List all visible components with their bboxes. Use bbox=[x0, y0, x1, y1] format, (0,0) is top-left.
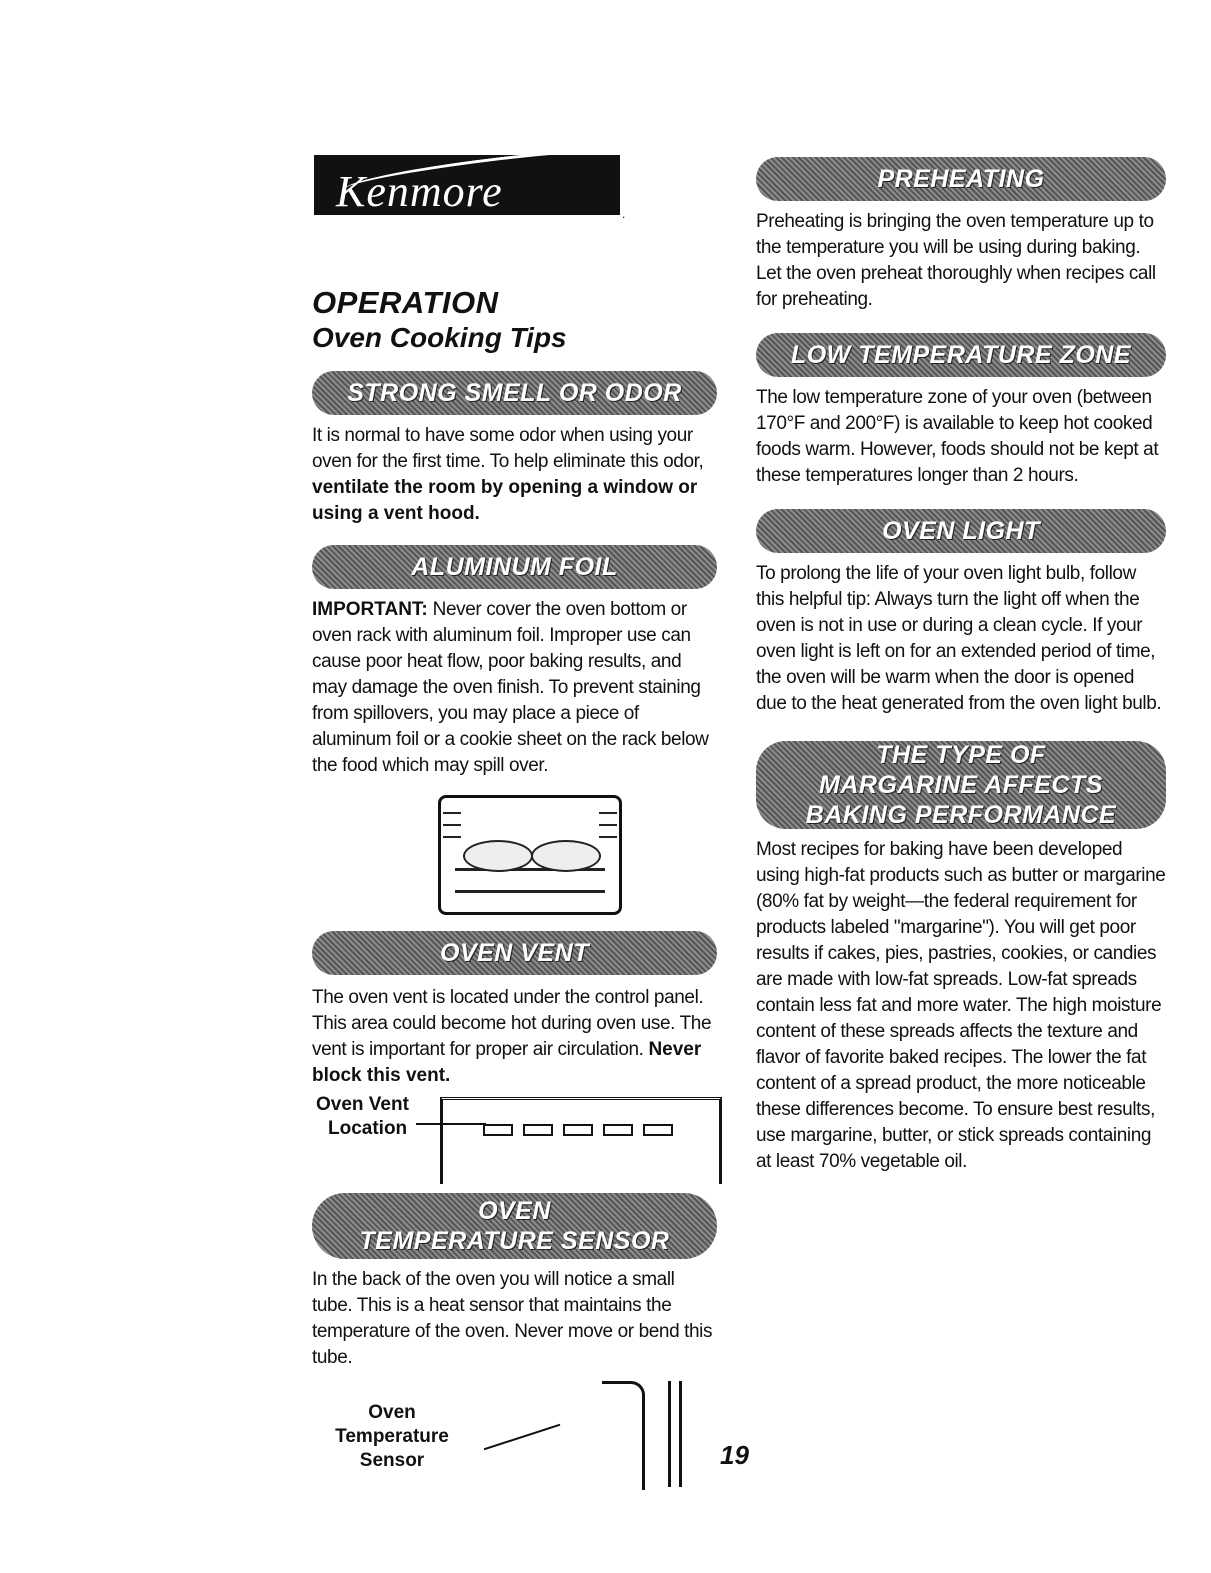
left-column: Kenmore . OPERATION Oven Cooking Tips STRONG SMELL OR ODOR It is normal to have some odor when using your oven for the first time. To help eliminate this odor, ventilate the room by opening a window or using a vent hood. ALUMINUM FOIL IMPORTANT: Never cover the oven bottom or oven rack with aluminum foil. Improper use can cause poor heat flow, poor baking results, and may damage the oven finish. To prevent staining from spillovers, you may place a piece of aluminum foil or a cookie sheet on the rack below the food which may spill over. OVEN VENT The oven vent is located under the control panel. This area could become hot during oven use. The vent is important for proper air circulation. Never block this vent. Oven Vent Location OVEN TEMPERATURE SENSOR In the back of the oven you will notice a small tube. This is a heat sensor that maintains the temperature of the oven. Never move or bend this tube. Oven Temperature Sensor bbox=[312, 155, 717, 1491]
margarine-text: Most recipes for baking have been developed using high-fat products such as butter or margarine (80% fat by weight—the federal requirement for products labeled "margarine"). You will get poor results if cakes, pies, pastries, cookies, or candies are made with low-fat spreads. Low-fat spreads contain less fat and more water. The high moisture content of these spreads affects the texture and flavor of favorite baked recipes. The lower the fat content of a spread product, the more noticeable these differences become. To ensure best results, use margarine, butter, or stick spreads containing at least 70% vegetable oil. bbox=[756, 839, 1166, 1172]
preheating-title: PREHEATING bbox=[877, 165, 1045, 193]
temperature-sensor-banner bbox=[312, 1193, 717, 1259]
oven-foil-illustration bbox=[438, 795, 622, 915]
kenmore-logo bbox=[314, 155, 620, 215]
low-temperature-zone-title: LOW TEMPERATURE ZONE bbox=[790, 341, 1132, 369]
oven-vent-warning: Never block this vent. bbox=[312, 1039, 702, 1086]
oven-vent-banner bbox=[312, 931, 717, 975]
aluminum-foil-title: ALUMINUM FOIL bbox=[411, 553, 618, 581]
strong-smell-title: STRONG SMELL OR ODOR bbox=[347, 379, 682, 407]
preheating-banner bbox=[756, 157, 1166, 201]
oven-light-text: To prolong the life of your oven light bulb, follow this helpful tip: Always turn the light off when the oven is not in use or during a clean cycle. If your oven light is left on for an extended period of time, the oven will be warm when the door is opened due to the heat generated from the oven light bulb. bbox=[756, 563, 1162, 714]
section-heading: OPERATION bbox=[312, 285, 499, 320]
temperature-sensor-illustration bbox=[312, 1381, 717, 1491]
page-number: 19 bbox=[720, 1440, 749, 1470]
temperature-sensor-label: Oven Temperature Sensor bbox=[335, 1402, 449, 1471]
low-temperature-zone-text: The low temperature zone of your oven (between 170°F and 200°F) is available to keep hot cooked foods warm. However, foods should not be kept at these temperatures longer than 2 hours. bbox=[756, 387, 1159, 486]
margarine-banner bbox=[756, 741, 1166, 829]
aluminum-foil-banner bbox=[312, 545, 717, 589]
logo-text: Kenmore bbox=[336, 167, 503, 216]
oven-vent-illustration bbox=[312, 1093, 717, 1185]
right-column bbox=[756, 155, 1166, 1175]
strong-smell-banner bbox=[312, 371, 717, 415]
preheating-text: Preheating is bringing the oven temperature up to the temperature you will be using during baking. Let the oven preheat thoroughly when recipes call for preheating. bbox=[756, 211, 1156, 310]
oven-vent-title: OVEN VENT bbox=[440, 939, 589, 967]
section-subheading: Oven Cooking Tips bbox=[312, 322, 567, 353]
aluminum-foil-text: IMPORTANT: Never cover the oven bottom or oven rack with aluminum foil. Improper use can cause poor heat flow, poor baking results, and may damage the oven finish. To prevent staining from spillovers, you may place a piece of aluminum foil or a cookie sheet on the rack below the food which may spill over. bbox=[312, 599, 709, 776]
temperature-sensor-text: In the back of the oven you will notice a small tube. This is a heat sensor that maintains the temperature of the oven. Never move or bend this tube. bbox=[312, 1269, 713, 1368]
important-label: IMPORTANT: bbox=[312, 599, 428, 620]
oven-vent-location-label: Oven Vent Location bbox=[316, 1094, 409, 1139]
strong-smell-warning: ventilate the room by opening a window or using a vent hood. bbox=[312, 477, 698, 524]
temperature-sensor-title: OVEN TEMPERATURE SENSOR bbox=[359, 1197, 670, 1255]
strong-smell-text: It is normal to have some odor when using your oven for the first time. To help eliminate this odor, ventilate the room by opening a window or using a vent hood. bbox=[312, 425, 704, 524]
oven-light-banner bbox=[756, 509, 1166, 553]
margarine-title: THE TYPE OF MARGARINE AFFECTS BAKING PERFORMANCE bbox=[805, 741, 1117, 829]
oven-vent-text: The oven vent is located under the control panel. This area could become hot during oven use. The vent is important for proper air circulation. Never block this vent. bbox=[312, 987, 712, 1086]
low-temperature-zone-banner bbox=[756, 333, 1166, 377]
oven-light-title: OVEN LIGHT bbox=[882, 517, 1040, 545]
